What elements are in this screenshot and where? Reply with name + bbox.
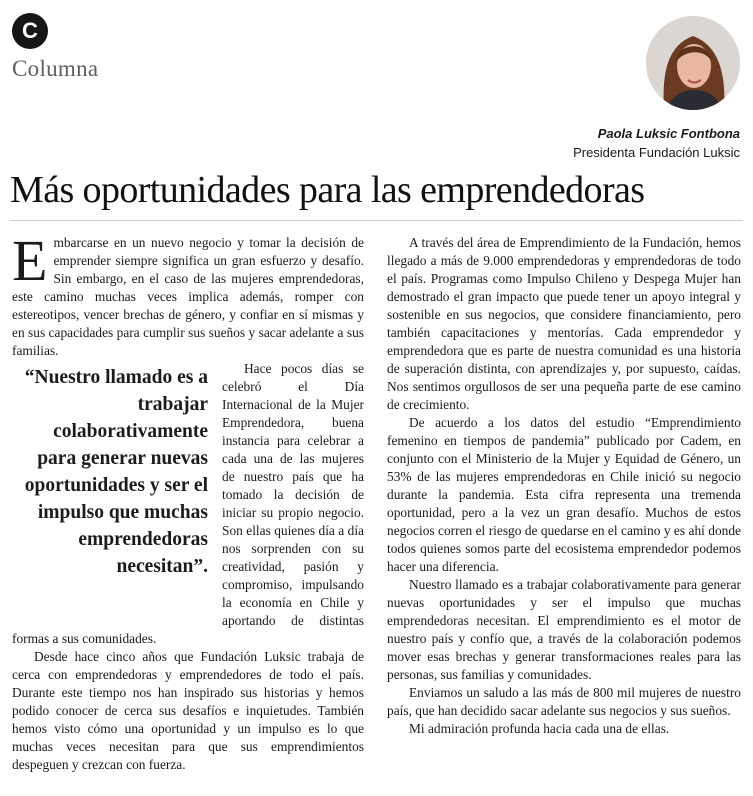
- badge-letter: C: [22, 18, 38, 43]
- article-paragraph: [12, 228, 364, 360]
- article-paragraph: Enviamos un saludo a las más de 800 mil mujeres de nuestro país, que han decidido sacar adelante sus negocios y sus sueños.: [387, 685, 741, 718]
- column-badge: [12, 13, 48, 49]
- paragraph-text: mbarcarse en un nuevo negocio y tomar la decisión de emprender siempre significa un gran esfuerzo y desafío. Sin embargo, en el caso de las mujeres emprendedoras, este camino muchas veces implica además, romper con estereotipos, vencer brechas de género, y confiar en sí mismas y en sus capacidades para cumplir sus sueños y sacar adelante a sus familias.: [12, 235, 364, 358]
- article-paragraph: Desde hace cinco años que Fundación Luksic trabaja de cerca con emprendedoras y emprendedores de todo el país. Durante este tiempo nos han inspirado sus historias y hemos podido conocer de cerca sus desafíos e inquietudes. También hemos visto cómo una oportunidad y un impulso es lo que muchas veces necesitan para que sus emprendimientos despeguen y crezcan con fuerza.: [12, 649, 364, 772]
- drop-cap: E: [12, 228, 48, 293]
- author-role: Presidenta Fundación Luksic: [573, 145, 740, 160]
- article-left-column: [12, 228, 364, 772]
- section-label: Columna: [12, 56, 99, 81]
- author-name: Paola Luksic Fontbona: [597, 126, 740, 141]
- pull-quote: “Nuestro llamado es a trabajar colaborativamente para generar nuevas oportunidades y ser el impulso que muchas emprendedoras necesitan”.: [24, 367, 208, 577]
- article-right-column: [387, 234, 741, 764]
- headline-divider: [10, 220, 743, 221]
- headline: Más oportunidades para las emprendedoras: [10, 169, 645, 211]
- article-paragraph: Mi admiración profunda hacia cada una de ellas.: [409, 721, 670, 736]
- author-portrait: [646, 16, 740, 110]
- byline: [573, 124, 740, 162]
- author-portrait-image: [646, 16, 740, 110]
- article-paragraph: A través del área de Emprendimiento de la Fundación, hemos llegado a más de 9.000 emprendedoras y emprendedoras de todo el país. Programas como Impulso Chileno y Despega Mujer han demostrado el gran impacto que puede tener un apoyo integral y sostenible en sus negocios, que considere financiamiento, pero también capacitaciones y mentorías. Cada emprendedor y emprendedora que es parte de nuestra comunidad es una historia de superación distinta, con aprendizajes y, por supuesto, caídas. Nos sentimos orgullosos de ser una pequeña parte de ese camino de crecimiento.: [387, 235, 741, 412]
- article-paragraph: Nuestro llamado es a trabajar colaborativamente para generar nuevas oportunidades y ser el impulso que muchas emprendedoras necesitan. El emprendimiento es el motor de nuestro país y confío que, a través de la colaboración podemos mover esas brechas y generar transformaciones reales para las personas, sus familias y comunidades.: [387, 577, 741, 682]
- article-paragraph: De acuerdo a los datos del estudio “Emprendimiento femenino en tiempos de pandemia” publicado por Cadem, en conjunto con el Ministerio de la Mujer y Equidad de Género, un 53% de las mujeres emprendedoras en Chile inició su negocio durante la pandemia. Esta cifra representa una tremenda oportunidad, pero a la vez un gran desafío. Muchos de estos negocios corren el riesgo de quedarse en el camino y es ahí donde todos quienes somos parte del ecosistema emprendedor podemos hacer una diferencia.: [387, 415, 741, 574]
- article-paragraph: Hace pocos días se celebró el Día Internacional de la Mujer Emprendedora, buena instancia para celebrar a cada una de las mujeres de nuestro país que ha tomado la decisión de iniciar su propio negocio. Son ellas quienes día a día nos sorprenden con su creatividad, pasión y compromiso, impulsando la economía en Chile y aportando de distintas formas a sus comunidades.: [12, 361, 364, 646]
